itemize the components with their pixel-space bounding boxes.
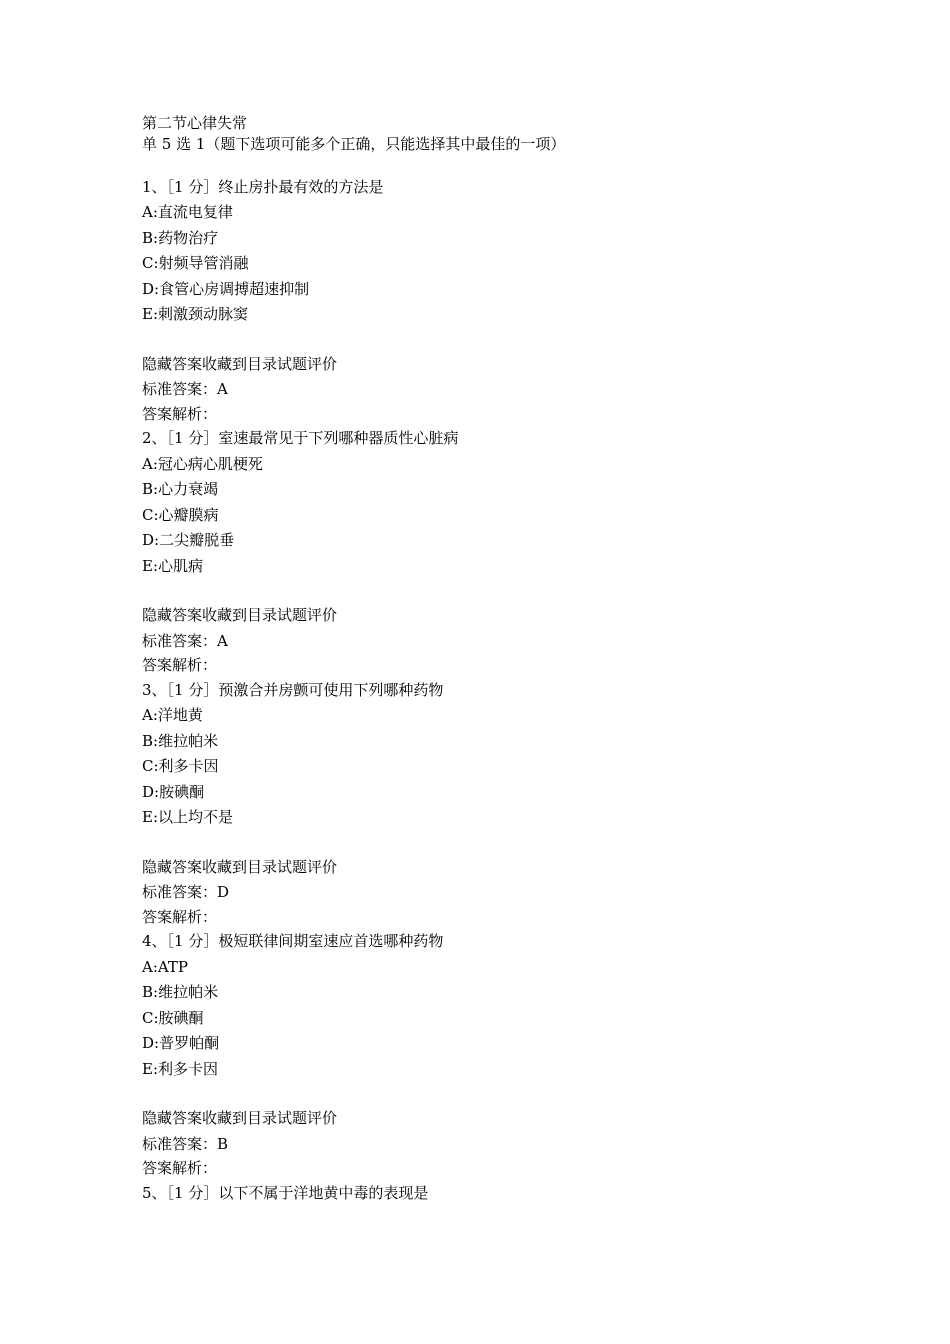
rate-question-link[interactable]: 试题评价 [277, 354, 338, 373]
standard-answer [142, 1131, 582, 1157]
option-d: D:食管心房调搏超速抑制 [142, 279, 310, 298]
question-stem [142, 929, 582, 955]
option-e: E:心肌病 [142, 556, 204, 575]
answer-value: A [217, 380, 228, 398]
question-block [142, 677, 582, 929]
question-text: 以下不属于洋地黄中毒的表现是 [218, 1183, 429, 1202]
option-c: C:心瓣膜病 [142, 505, 219, 524]
question-stem [142, 174, 582, 200]
answer-explanation-label: 答案解析： [142, 404, 218, 423]
favorite-link[interactable]: 收藏到目录 [202, 857, 278, 876]
question-block [142, 426, 582, 678]
answer-label: 标准答案： [142, 883, 218, 901]
option-e: E:利多卡因 [142, 1059, 219, 1078]
hide-answer-link[interactable]: 隐藏答案 [142, 857, 203, 876]
hide-answer-link[interactable]: 隐藏答案 [142, 1109, 203, 1127]
spacer [142, 328, 582, 352]
question-text: 预激合并房颤可使用下列哪种药物 [218, 680, 444, 699]
option-a: A:洋地黄 [142, 706, 203, 725]
rate-question-link[interactable]: 试题评价 [277, 1109, 338, 1127]
question-block [142, 1180, 582, 1206]
favorite-link[interactable]: 收藏到目录 [202, 1109, 278, 1127]
answer-actions [142, 1106, 582, 1131]
option-c: C:利多卡因 [142, 757, 219, 776]
question-text: 终止房扑最有效的方法是 [218, 177, 384, 196]
standard-answer [142, 377, 582, 403]
answer-actions [142, 352, 582, 377]
favorite-link[interactable]: 收藏到目录 [202, 354, 278, 373]
question-stem [142, 677, 582, 703]
spacer [142, 831, 582, 855]
option-e: E:刺激颈动脉窦 [142, 305, 249, 324]
spacer [142, 1082, 582, 1106]
document-page [142, 115, 582, 1206]
answer-explanation-label: 答案解析： [142, 907, 218, 926]
question-prefix: 4、［1 分］ [142, 932, 219, 950]
question-text: 极短联律间期室速应首选哪种药物 [218, 932, 444, 950]
question-block [142, 174, 582, 426]
favorite-link[interactable]: 收藏到目录 [202, 606, 278, 624]
rate-question-link[interactable]: 试题评价 [277, 857, 338, 876]
answer-label: 标准答案： [142, 631, 218, 650]
standard-answer [142, 628, 582, 654]
section-title: 第二节心律失常 [142, 114, 248, 132]
rate-question-link[interactable]: 试题评价 [277, 606, 338, 624]
option-b: B:维拉帕米 [142, 731, 219, 750]
option-e: E:以上均不是 [142, 808, 234, 827]
question-prefix: 2、［1 分］ [142, 429, 219, 447]
question-stem [142, 426, 582, 452]
option-a: A:ATP [142, 957, 188, 976]
answer-value: D [217, 883, 230, 901]
answer-explanation-label: 答案解析： [142, 656, 218, 674]
answer-value: B [217, 1134, 229, 1153]
question-block [142, 929, 582, 1181]
answer-actions [142, 855, 582, 880]
answer-label: 标准答案： [142, 1134, 218, 1153]
question-prefix: 3、［1 分］ [142, 680, 219, 699]
question-prefix: 1、［1 分］ [142, 177, 219, 196]
instruction-text: 单 5 选 1（题下选项可能多个正确，只能选择其中最佳的一项） [142, 135, 566, 153]
answer-value: A [217, 631, 228, 650]
option-d: D:普罗帕酮 [142, 1034, 220, 1053]
question-stem [142, 1180, 582, 1206]
question-text: 室速最常见于下列哪种器质性心脏病 [218, 429, 459, 447]
option-b: B:心力衰竭 [142, 480, 219, 499]
hide-answer-link[interactable]: 隐藏答案 [142, 354, 203, 373]
option-c: C:射频导管消融 [142, 254, 249, 273]
option-b: B:维拉帕米 [142, 983, 219, 1002]
spacer [142, 579, 582, 603]
option-a: A:直流电复律 [142, 203, 233, 222]
hide-answer-link[interactable]: 隐藏答案 [142, 606, 203, 624]
option-d: D:胺碘酮 [142, 782, 205, 801]
question-prefix: 5、［1 分］ [142, 1183, 219, 1202]
option-a: A:冠心病心肌梗死 [142, 454, 263, 473]
option-b: B:药物治疗 [142, 228, 219, 247]
answer-label: 标准答案： [142, 380, 218, 398]
option-d: D:二尖瓣脱垂 [142, 531, 235, 550]
standard-answer [142, 880, 582, 906]
answer-actions [142, 603, 582, 628]
answer-explanation-label: 答案解析： [142, 1159, 218, 1177]
option-c: C:胺碘酮 [142, 1008, 204, 1027]
